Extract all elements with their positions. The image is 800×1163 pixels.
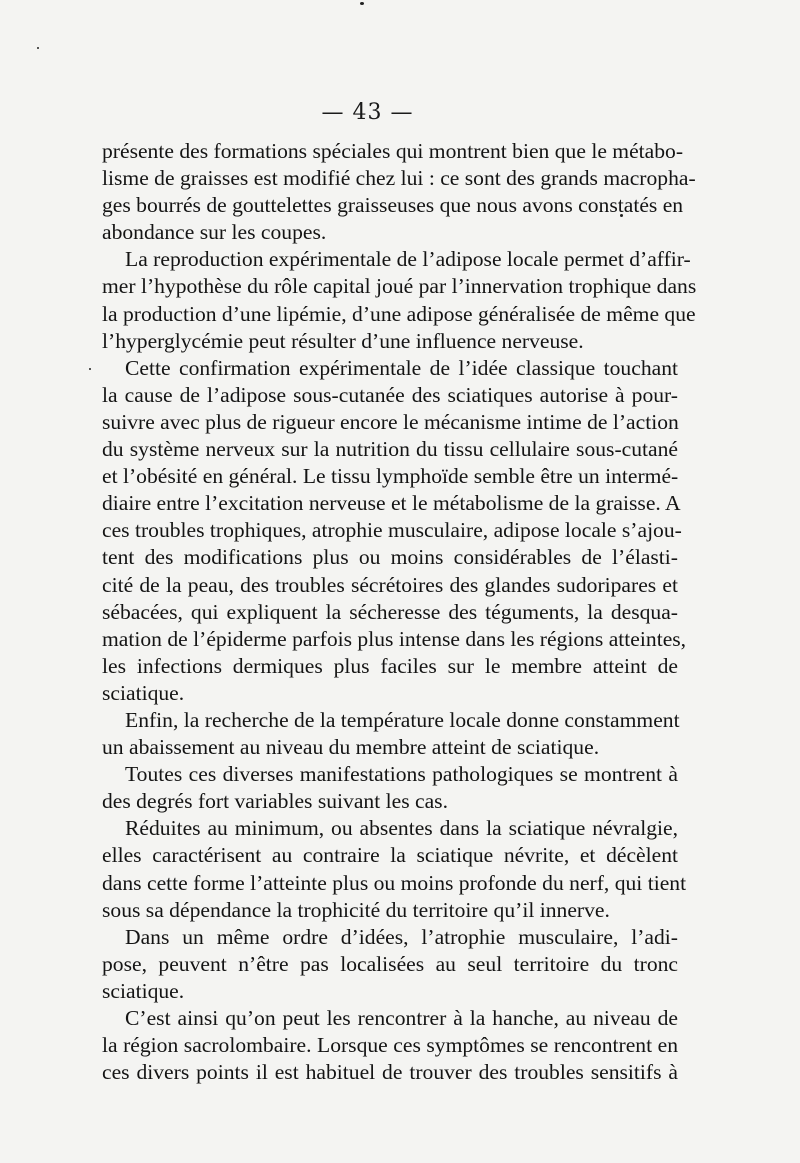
text-line: la région sacrolombaire. Lorsque ces symptômes se rencontrent en bbox=[102, 1033, 678, 1058]
text-line: les infections dermiques plus faciles sur le membre atteint de bbox=[102, 653, 678, 678]
text-line: dans cette forme l’atteinte plus ou moins profonde du nerf, qui tient bbox=[102, 870, 687, 895]
paragraph bbox=[79, 1005, 678, 1086]
text-line: pose, peuvent n’être pas localisées au seul territoire du tronc bbox=[102, 951, 678, 976]
text-line: lisme de graisses est modifié chez lui : ce sont des grands macropha- bbox=[102, 166, 696, 191]
page-number: — 43 — bbox=[321, 100, 414, 125]
paragraph bbox=[79, 246, 697, 354]
text-line: et l’obésité en général. Le tissu lymphoïde semble être un intermé- bbox=[102, 464, 679, 489]
text-line: tent des modifications plus ou moins considérables de l’élasti- bbox=[102, 545, 678, 570]
ink-speck bbox=[360, 2, 364, 5]
text-line: Enfin, la recherche de la température locale donne constamment bbox=[125, 707, 680, 732]
paragraph bbox=[79, 924, 678, 1005]
paragraph bbox=[79, 707, 678, 761]
text-line: ges bourrés de gouttelettes graisseuses que nous avons constatés en bbox=[102, 193, 684, 218]
text-line: présente des formations spéciales qui montrent bien que le métabo- bbox=[102, 139, 684, 163]
text-line: abondance sur les coupes. bbox=[102, 220, 327, 245]
text-line: sciatique. bbox=[102, 680, 185, 705]
text-line: Réduites au minimum, ou absentes dans la sciatique névralgie, bbox=[125, 816, 678, 841]
text-line: cité de la peau, des troubles sécrétoires des glandes sudoripares et bbox=[102, 572, 678, 597]
text-line: l’hyperglycémie peut résulter d’une influence nerveuse. bbox=[102, 328, 584, 353]
paragraph bbox=[79, 761, 678, 815]
text-line: elles caractérisent au contraire la sciatique névrite, et décèlent bbox=[102, 843, 678, 868]
text-line: Cette confirmation expérimentale de l’idée classique touchant bbox=[125, 355, 678, 380]
text-line: mation de l’épiderme parfois plus intense dans les régions atteintes, bbox=[102, 626, 687, 651]
text-line: sciatique. bbox=[102, 978, 185, 1003]
ink-speck bbox=[37, 47, 39, 49]
paragraph bbox=[79, 138, 696, 246]
text-line: du système nerveux sur la nutrition du tissu cellulaire sous-cutané bbox=[102, 437, 678, 462]
text-line: mer l’hypothèse du rôle capital joué par l’innervation trophique dans bbox=[102, 274, 697, 299]
body-text bbox=[79, 138, 697, 1086]
text-line: C’est ainsi qu’on peut les rencontrer à la hanche, au niveau de bbox=[125, 1006, 678, 1030]
text-line: Toutes ces diverses manifestations pathologiques se montrent à bbox=[125, 762, 678, 787]
text-line: Dans un même ordre d’idées, l’atrophie musculaire, l’adi- bbox=[125, 924, 678, 949]
text-line: des degrés fort variables suivant les cas. bbox=[102, 789, 448, 814]
text-line: sous sa dépendance la trophicité du territoire qu’il innerve. bbox=[102, 897, 610, 922]
text-line: la cause de l’adipose sous-cutanée des sciatiques autorise à pour- bbox=[102, 382, 678, 407]
text-line: diaire entre l’excitation nerveuse et le métabolisme de la graisse. A bbox=[102, 491, 681, 516]
text-line: la production d’une lipémie, d’une adipose généralisée de même que bbox=[102, 301, 696, 326]
paragraph bbox=[79, 815, 687, 923]
text-line: La reproduction expérimentale de l’adipose locale permet d’affir- bbox=[125, 247, 691, 272]
paragraph bbox=[79, 355, 687, 707]
text-line: un abaissement au niveau du membre atteint de sciatique. bbox=[102, 735, 600, 760]
text-line: suivre avec plus de rigueur encore le mécanisme intime de l’action bbox=[102, 409, 679, 434]
text-line: sébacées, qui expliquent la sécheresse des téguments, la desqua- bbox=[102, 599, 678, 624]
text-line: ces divers points il est habituel de trouver des troubles sensitifs à bbox=[102, 1060, 678, 1085]
text-line: ces troubles trophiques, atrophie musculaire, adipose locale s’ajou- bbox=[102, 518, 682, 543]
